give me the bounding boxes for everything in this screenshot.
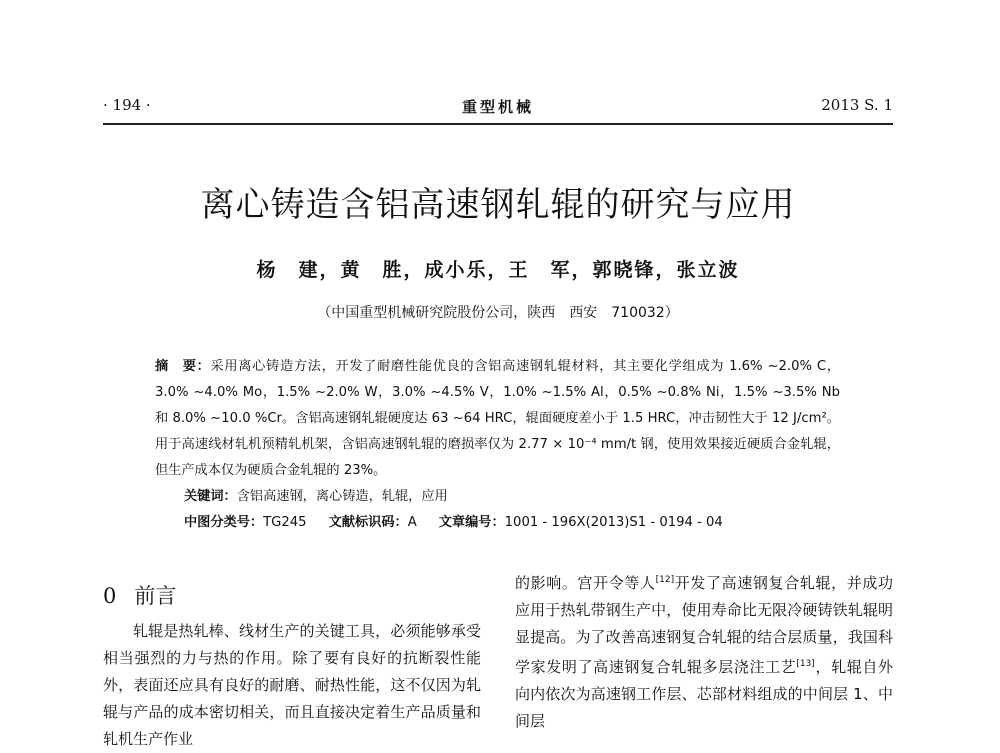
keywords-label: 关键词： (184, 489, 237, 504)
journal-name: 重型机械 (461, 98, 534, 116)
abstract-label: 摘 要： (155, 359, 211, 374)
paper-title: 离心铸造含铝高速钢轧辊的研究与应用 (200, 185, 796, 225)
doc-code-label: 文献标识码： (328, 515, 408, 530)
section-title: 前言 (134, 584, 177, 608)
article-number-label: 文章编号： (438, 515, 505, 530)
right-text-part2: 开发了高速钢复合轧辊，并成功应用于热轧带钢生产中，使用寿命比无限冷硬铸铁轧辊明显提高。为了改善高速钢复合轧辊的结合层质量，我国科学家发明了高速钢复合轧辊多层浇注工艺 (515, 574, 893, 676)
citation-12: [12] (655, 575, 675, 585)
citation-13: [13] (796, 659, 815, 669)
section-number: 0 (103, 584, 117, 608)
right-text-part3: ，轧辊自外向内依次为高速钢工作层、芯部材料组成的中间层 1、中间层 (515, 658, 893, 730)
clc-value: TG245 (263, 515, 307, 530)
page-number: · 194 · (103, 96, 151, 114)
abstract (155, 354, 840, 484)
classification-line (184, 511, 844, 530)
keywords (184, 485, 844, 504)
right-column-paragraph (515, 567, 893, 735)
keywords-text: 含铝高速钢，离心铸造，轧辊，应用 (236, 489, 448, 504)
article-number-value: 1001 - 196X(2013)S1 - 0194 - 04 (504, 515, 723, 530)
left-column-paragraph: 轧辊是热轧棒、线材生产的关键工具，必须能够承受相当强烈的力与热的作用。除了要有良好的抗断裂性能外，表面还应具有良好的耐磨、耐热性能，这不仅因为轧辊与产品的成本密切相关，而且直接决定着生产品质量和轧机生产作业 (103, 622, 481, 748)
section-heading (103, 580, 176, 610)
issue-label: 2013 S. 1 (821, 96, 893, 114)
running-header (103, 96, 893, 118)
affiliation: （中国重型机械研究院股份公司，陕西 西安 710032） (317, 305, 679, 321)
author-list: 杨 建，黄 胜，成小乐，王 军，郭晓锋，张立波 (256, 259, 740, 281)
doc-code-value: A (407, 515, 417, 530)
abstract-text: 采用离心铸造方法，开发了耐磨性能优良的含铝高速钢轧辊材料，其主要化学组成为 1.6% ~2.0% C，3.0% ~4.0% Mo，1.5% ~2.0% W，3.0% ~4.5% V，1.0% ~1.5% Al，0.5% ~0.8% Ni，1.5% ~3.5% Nb 和 8.0% ~10.0 %Cr。含铝高速钢轧辊硬度达 63 ~64 HRC，辊面硬度差小于 1.5 HRC，冲击韧性大于 12 J/cm²。用于高速线材轧机预精轧机架，含铝高速钢轧辊的磨损率仅为 2.77 × 10⁻⁴ mm/t 钢，使用效果接近硬质合金轧辊，但生产成本仅为硬质合金轧辊的 23%。 (155, 359, 840, 478)
clc-label: 中图分类号： (184, 515, 264, 530)
header-rule (103, 123, 893, 125)
right-text-part1: 的影响。宫开令等人 (515, 574, 656, 592)
